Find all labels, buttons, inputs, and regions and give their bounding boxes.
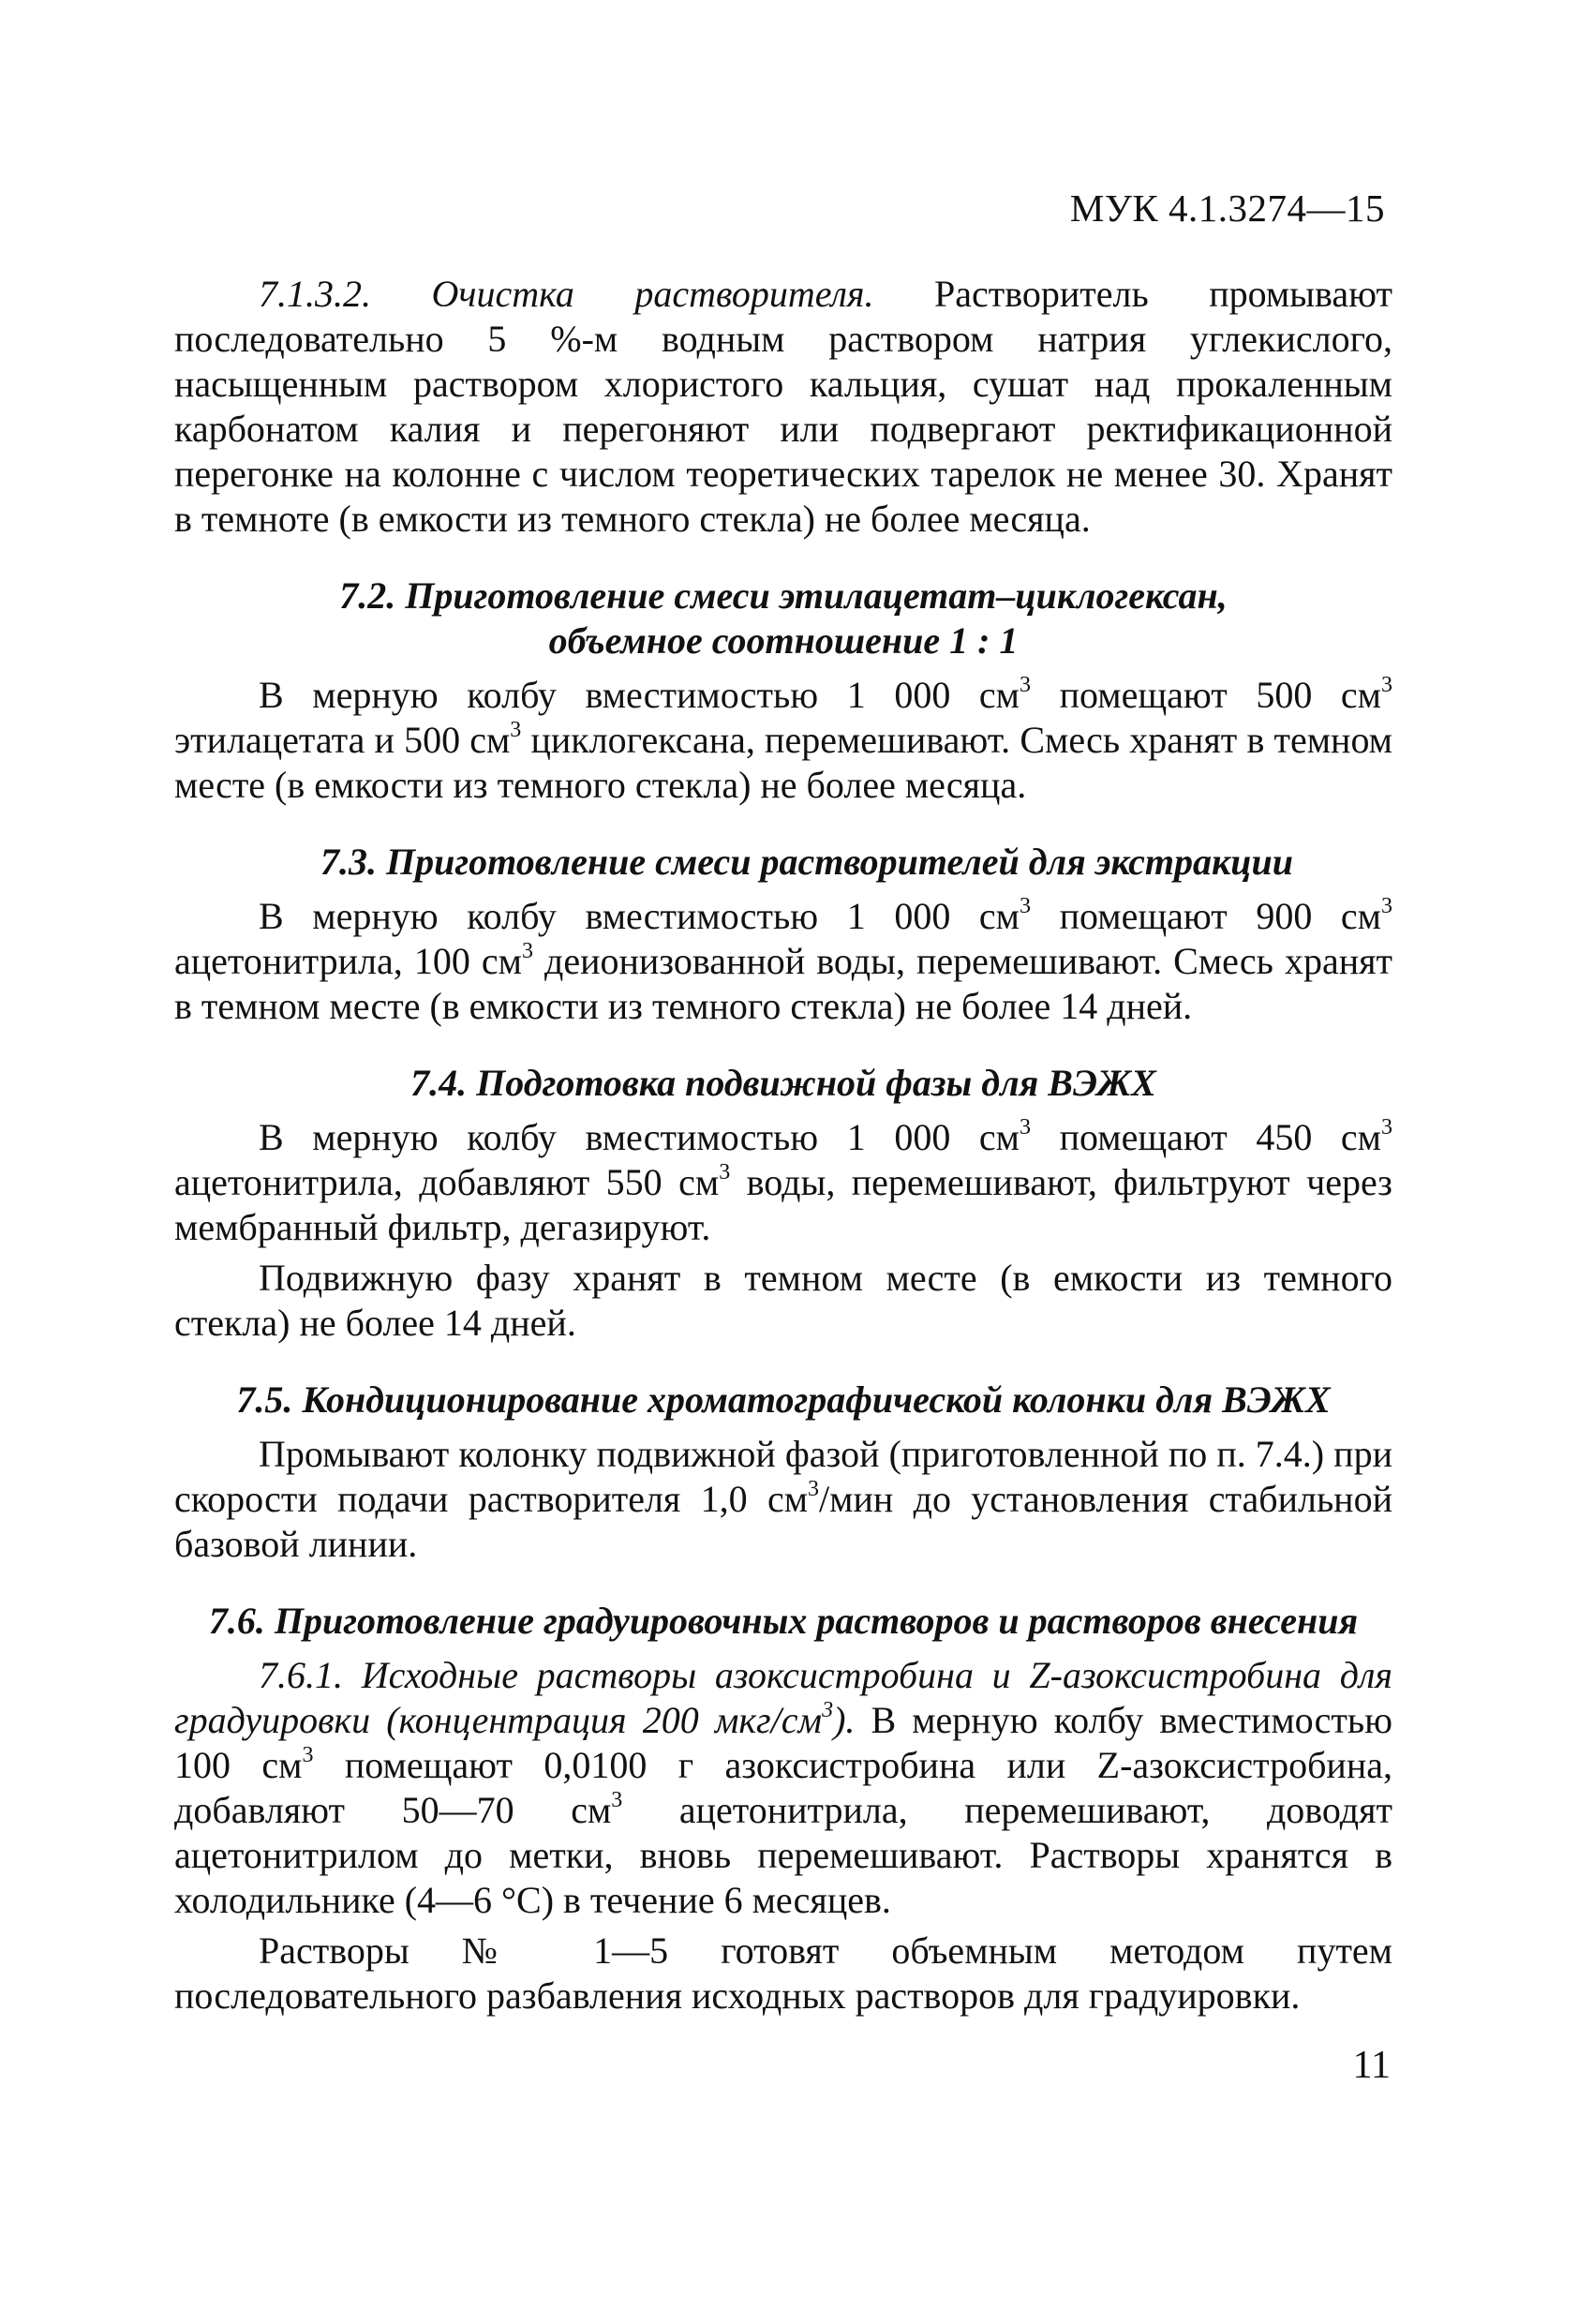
text-run: ацетонитрила, добавляют 550 см — [174, 1161, 720, 1203]
paragraph-7-6-solutions: Растворы № 1—5 готовят объемным методом путем последовательного разбавления исходных растворов для градуировки. — [174, 1929, 1392, 2017]
superscript: 3 — [1381, 673, 1392, 697]
superscript: 3 — [719, 1160, 731, 1184]
paragraph-text: Растворитель промывают последовательно 5 %-м водным раствором натрия углекислого, насыщенным раствором хлористого кальция, сушат над прокаленным карбонатом калия и перегоняют или подвергают ректификационной перегонке на колонне с числом теоретических тарелок не менее 30. Хранят в темноте (в емкости из темного стекла) не более месяца. — [174, 273, 1392, 540]
superscript: 3 — [1020, 894, 1031, 918]
superscript: 3 — [611, 1788, 623, 1812]
superscript: 3 — [1381, 894, 1392, 918]
superscript: 3 — [1020, 1115, 1031, 1140]
paragraph-7-1-3-2 — [174, 272, 1392, 542]
section-heading-7-2 — [174, 574, 1392, 663]
text-run: Промывают колонку подвижной фазой (приготовленной по п. 7.4.) при скорости подачи растворителя 1,0 см — [174, 1433, 1392, 1520]
superscript: 3 — [1381, 1115, 1392, 1140]
text-run: /мин до установления стабильной базовой линии. — [174, 1478, 1392, 1565]
superscript: 3 — [808, 1477, 820, 1501]
text-run: В мерную колбу вместимостью 1 000 см — [259, 895, 1020, 937]
paragraph-7-4-storage: Подвижную фазу хранят в темном месте (в емкости из темного стекла) не более 14 дней. — [174, 1257, 1392, 1344]
text-run: воды, перемешивают, фильтруют через мембранный фильтр, дегазируют. — [174, 1161, 1392, 1248]
superscript: 3 — [822, 1698, 834, 1722]
text-run: В мерную колбу вместимостью 1 000 см — [259, 1116, 1020, 1158]
page-number: 11 — [1352, 2044, 1391, 2087]
heading-line-1: 7.2. Приготовление смеси этилацетат–циклогексан, — [339, 574, 1228, 617]
section-heading-7-4: 7.4. Подготовка подвижной фазы для ВЭЖХ — [410, 1062, 1156, 1104]
paragraph-7-6-1 — [174, 1653, 1392, 1923]
text-run: ацетонитрила, перемешивают, доводят ацетонитрилом до метки, вновь перемешивают. Растворы хранятся в холодильнике (4—6 °С) в течение 6 месяцев. — [174, 1789, 1392, 1921]
text-run: В мерную колбу вместимостью 100 см — [174, 1699, 1392, 1786]
superscript: 3 — [302, 1743, 314, 1767]
section-heading-7-6: 7.6. Приготовление градуировочных растворов и растворов внесения — [208, 1600, 1359, 1642]
paragraph-7-2 — [174, 673, 1392, 808]
text-run: помещают 900 см — [1031, 895, 1381, 937]
text-run: помещают 450 см — [1031, 1116, 1381, 1158]
paragraph-7-5 — [174, 1432, 1392, 1567]
text-run: ). — [833, 1699, 856, 1741]
superscript: 3 — [1020, 673, 1031, 697]
text-run: этилацетата и 500 см — [174, 719, 511, 761]
document-body — [174, 272, 1392, 2019]
text-run: помещают 500 см — [1031, 674, 1381, 716]
subsection-title: 7.1.3.2. Очистка растворителя. — [259, 273, 874, 315]
text-run: ацетонитрила, 100 см — [174, 940, 522, 982]
document-code: МУК 4.1.3274—15 — [1069, 186, 1385, 230]
section-heading-7-3: 7.3. Приготовление смеси растворителей для экстракции — [320, 841, 1293, 883]
superscript: 3 — [510, 718, 522, 742]
text-run: В мерную колбу вместимостью 1 000 см — [259, 674, 1020, 716]
text-run: деионизованной воды, перемешивают. Смесь хранят в темном месте (в емкости из темного стекла) не более 14 дней. — [174, 940, 1392, 1027]
section-heading-7-5: 7.5. Кондиционирование хроматографической колонки для ВЭЖХ — [236, 1378, 1331, 1421]
paragraph-7-3 — [174, 894, 1392, 1029]
text-run: циклогексана, перемешивают. Смесь хранят в темном месте (в емкости из темного стекла) не более месяца. — [174, 719, 1392, 806]
text-run: помещают 0,0100 г азоксистробина или Z-азоксистробина, добавляют 50—70 см — [174, 1744, 1392, 1831]
paragraph-7-4 — [174, 1115, 1392, 1250]
text-run: 7.6.1. Исходные растворы азоксистробина и Z-азоксистробина для градуировки (концентрация 200 мкг/см — [174, 1654, 1392, 1741]
superscript: 3 — [521, 939, 533, 963]
heading-line-2: объемное соотношение 1 : 1 — [548, 619, 1019, 662]
